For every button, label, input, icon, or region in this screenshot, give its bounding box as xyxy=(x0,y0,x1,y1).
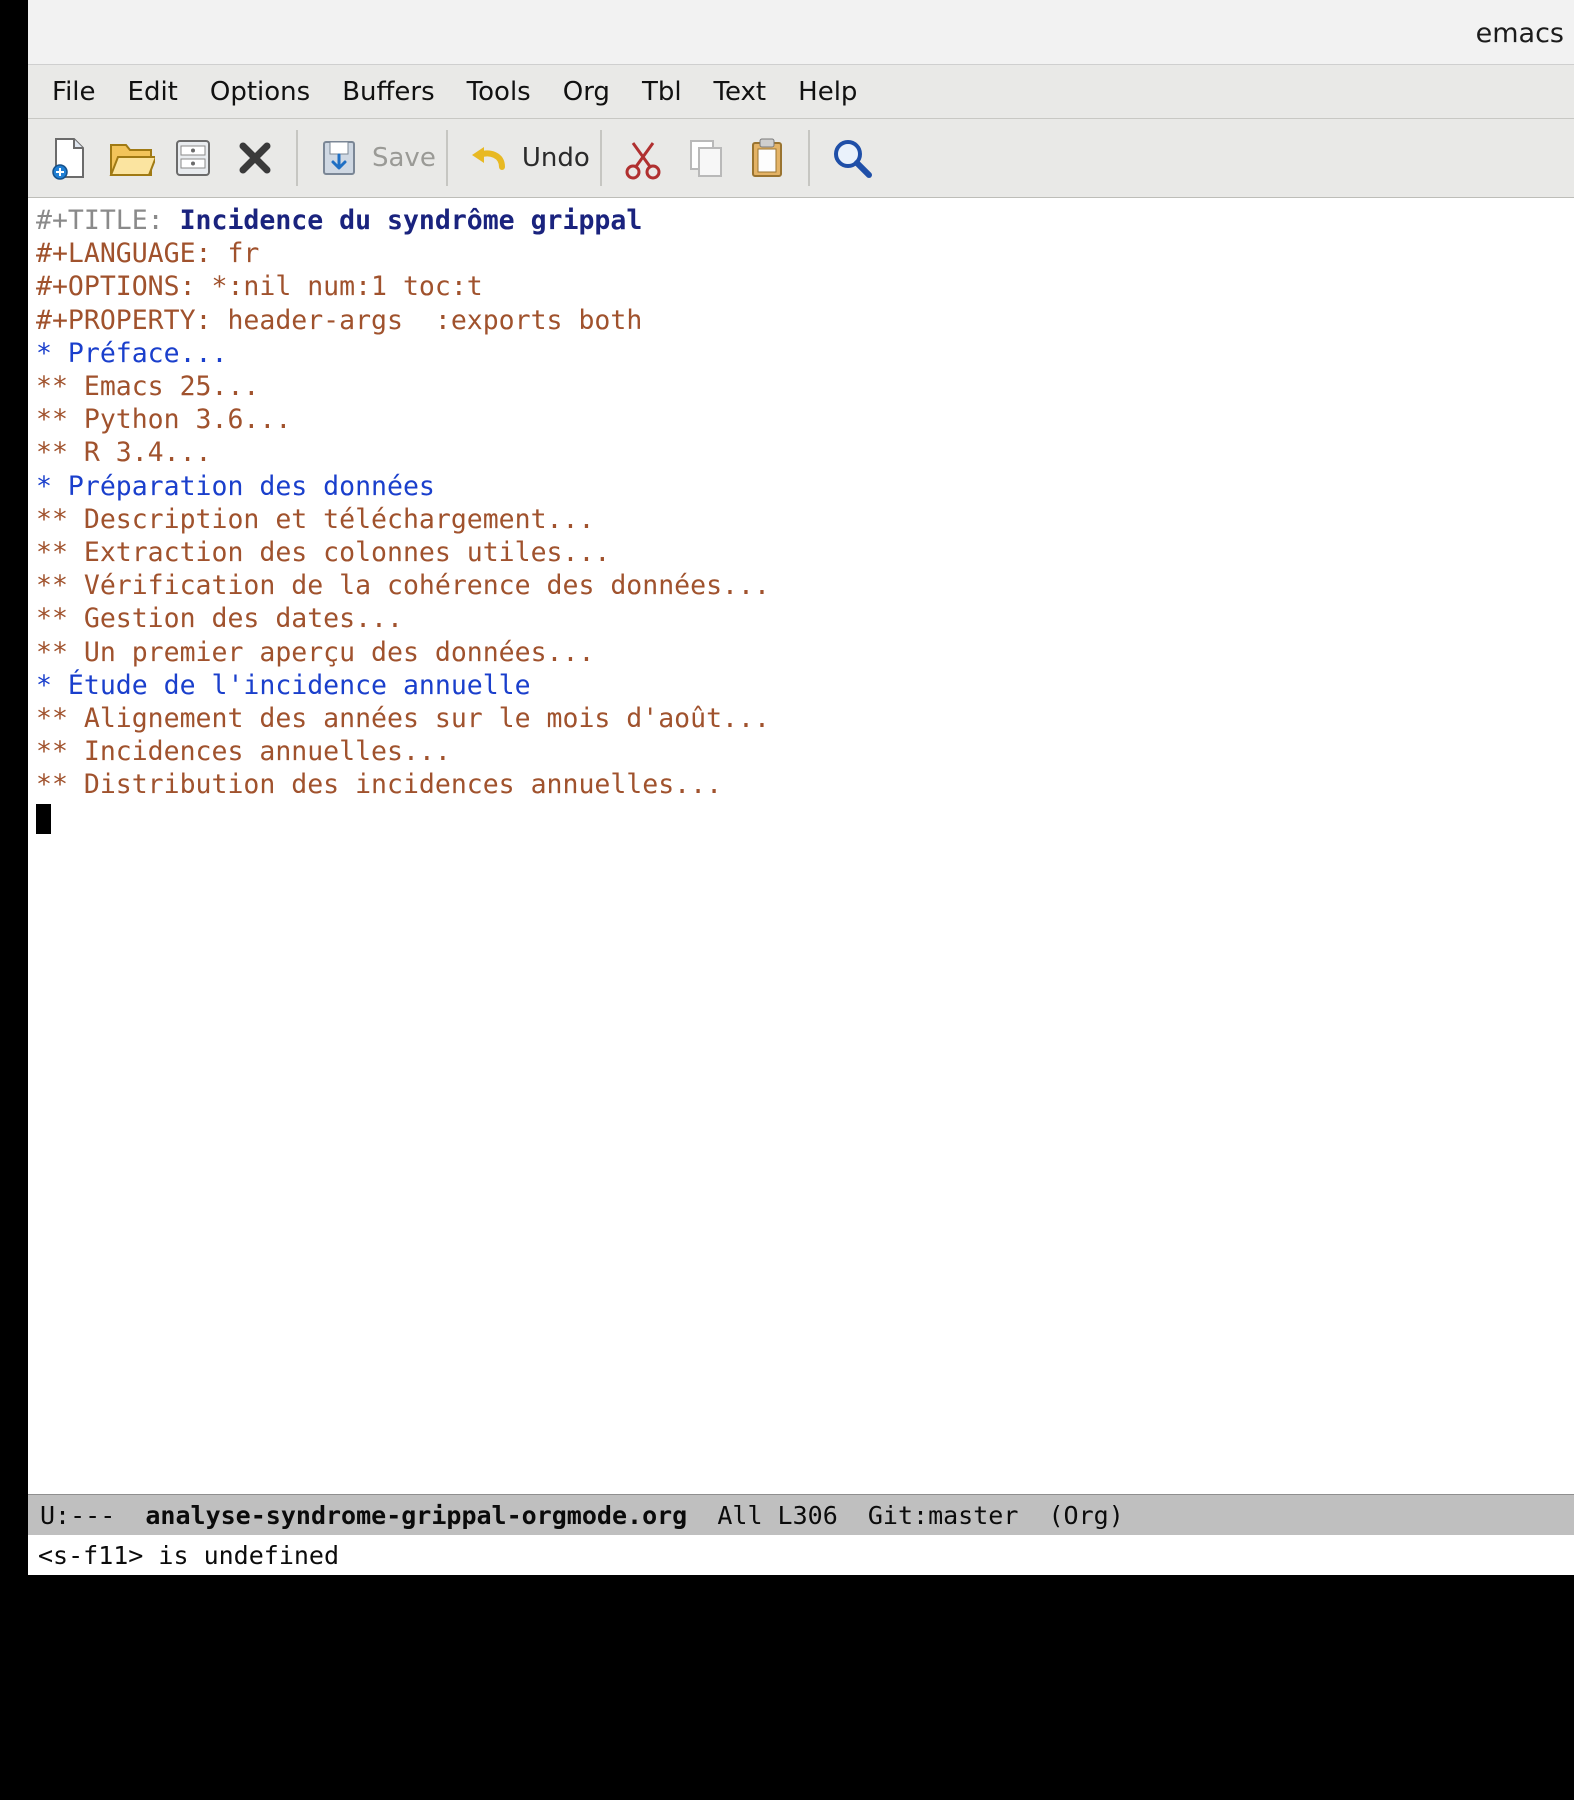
open-file-button[interactable] xyxy=(100,127,162,189)
org-keyword-options: #+OPTIONS: xyxy=(36,271,196,303)
dired-icon xyxy=(171,135,215,181)
close-buffer-icon xyxy=(232,135,278,181)
mode-line-filename: analyse-syndrome-grippal-orgmode.org xyxy=(145,1500,688,1530)
menu-bar xyxy=(28,65,1574,119)
emacs-window xyxy=(28,0,1574,1575)
save-button-label: Save xyxy=(372,143,436,173)
new-file-icon xyxy=(46,135,92,181)
undo-button[interactable] xyxy=(458,127,590,189)
buffer-heading-12[interactable]: ** Alignement des années sur le mois d'août... xyxy=(36,703,770,735)
toolbar-separator-4 xyxy=(808,130,810,186)
org-options-value: *:nil num:1 toc:t xyxy=(195,271,483,303)
undo-icon xyxy=(466,135,512,181)
buffer-heading-9[interactable]: ** Gestion des dates... xyxy=(36,603,403,635)
buffer-heading-4[interactable]: ** R 3.4... xyxy=(36,437,212,469)
mode-line-major-mode: (Org) xyxy=(1048,1500,1124,1530)
buffer-line-title xyxy=(36,204,1574,237)
save-icon xyxy=(317,135,361,181)
mode-line-status: U:--- xyxy=(40,1500,116,1530)
buffer-heading-7[interactable]: ** Extraction des colonnes utiles... xyxy=(36,537,611,569)
mode-line-gap-3 xyxy=(838,1501,868,1530)
mode-line xyxy=(28,1494,1574,1535)
buffer-heading-10[interactable]: ** Un premier aperçu des données... xyxy=(36,636,595,668)
toolbar-separator-2 xyxy=(446,130,448,186)
buffer-heading-14[interactable]: ** Distribution des incidences annuelles... xyxy=(36,769,723,801)
menu-options[interactable]: Options xyxy=(209,76,311,107)
org-keyword-title: #+TITLE: xyxy=(36,205,164,236)
menu-file[interactable]: File xyxy=(52,76,96,107)
save-button[interactable] xyxy=(308,127,436,189)
menu-tbl[interactable]: Tbl xyxy=(641,76,682,107)
org-language-value: fr xyxy=(211,238,260,270)
open-folder-icon xyxy=(107,135,155,181)
buffer-heading-1[interactable]: * Préface... xyxy=(36,337,228,369)
undo-icon-wrap[interactable] xyxy=(458,127,520,189)
search-magnifier-icon xyxy=(827,134,875,182)
buffer-heading-2[interactable]: ** Emacs 25... xyxy=(36,371,260,403)
window-title: emacs xyxy=(1475,18,1564,49)
dired-button[interactable] xyxy=(162,127,224,189)
buffer-heading-13[interactable]: ** Incidences annuelles... xyxy=(36,736,451,768)
toolbar-separator-1 xyxy=(296,130,298,186)
copy-icon xyxy=(682,135,728,181)
close-buffer-button[interactable] xyxy=(224,127,286,189)
menu-text[interactable]: Text xyxy=(713,76,767,107)
menu-org[interactable]: Org xyxy=(562,76,610,107)
mode-line-position: All L306 xyxy=(717,1500,838,1530)
title-bar xyxy=(28,0,1574,65)
copy-button[interactable] xyxy=(674,127,736,189)
buffer-heading-11[interactable]: * Étude de l'incidence annuelle xyxy=(36,669,531,701)
menu-edit[interactable]: Edit xyxy=(127,76,178,107)
org-property-value: header-args :exports both xyxy=(211,304,643,336)
mode-line-gap-4 xyxy=(1018,1501,1048,1530)
minibuffer-message: <s-f11> is undefined xyxy=(38,1540,340,1570)
text-cursor xyxy=(36,804,51,834)
new-file-button[interactable] xyxy=(38,127,100,189)
paste-clipboard-icon xyxy=(744,135,790,181)
mode-line-gap-2 xyxy=(687,1501,717,1530)
org-keyword-property: #+PROPERTY: xyxy=(36,304,212,336)
undo-button-label: Undo xyxy=(521,143,590,173)
menu-tools[interactable]: Tools xyxy=(466,76,531,107)
buffer-line-property xyxy=(36,304,1574,337)
buffer-heading-8[interactable]: ** Vérification de la cohérence des données... xyxy=(36,570,770,602)
paste-button[interactable] xyxy=(736,127,798,189)
buffer-heading-5[interactable]: * Préparation des données xyxy=(36,470,435,502)
text-buffer[interactable] xyxy=(28,198,1574,1494)
cut-scissors-icon xyxy=(620,135,666,181)
buffer-heading-3[interactable]: ** Python 3.6... xyxy=(36,404,292,436)
menu-help[interactable]: Help xyxy=(798,76,858,107)
buffer-heading-6[interactable]: ** Description et téléchargement... xyxy=(36,503,595,535)
search-button[interactable] xyxy=(820,127,882,189)
buffer-line-language xyxy=(36,237,1574,270)
mode-line-gap-1 xyxy=(115,1501,145,1530)
save-icon-wrap[interactable] xyxy=(308,127,370,189)
org-keyword-language: #+LANGUAGE: xyxy=(36,238,212,270)
mode-line-vc: Git:master xyxy=(867,1500,1019,1530)
toolbar-separator-3 xyxy=(600,130,602,186)
tool-bar xyxy=(28,119,1574,198)
buffer-line-options xyxy=(36,270,1574,303)
cut-button[interactable] xyxy=(612,127,674,189)
cursor-line xyxy=(36,802,1574,835)
org-title-value: Incidence du syndrôme grippal xyxy=(163,205,643,236)
menu-buffers[interactable]: Buffers xyxy=(342,76,435,107)
minibuffer[interactable] xyxy=(28,1535,1574,1575)
